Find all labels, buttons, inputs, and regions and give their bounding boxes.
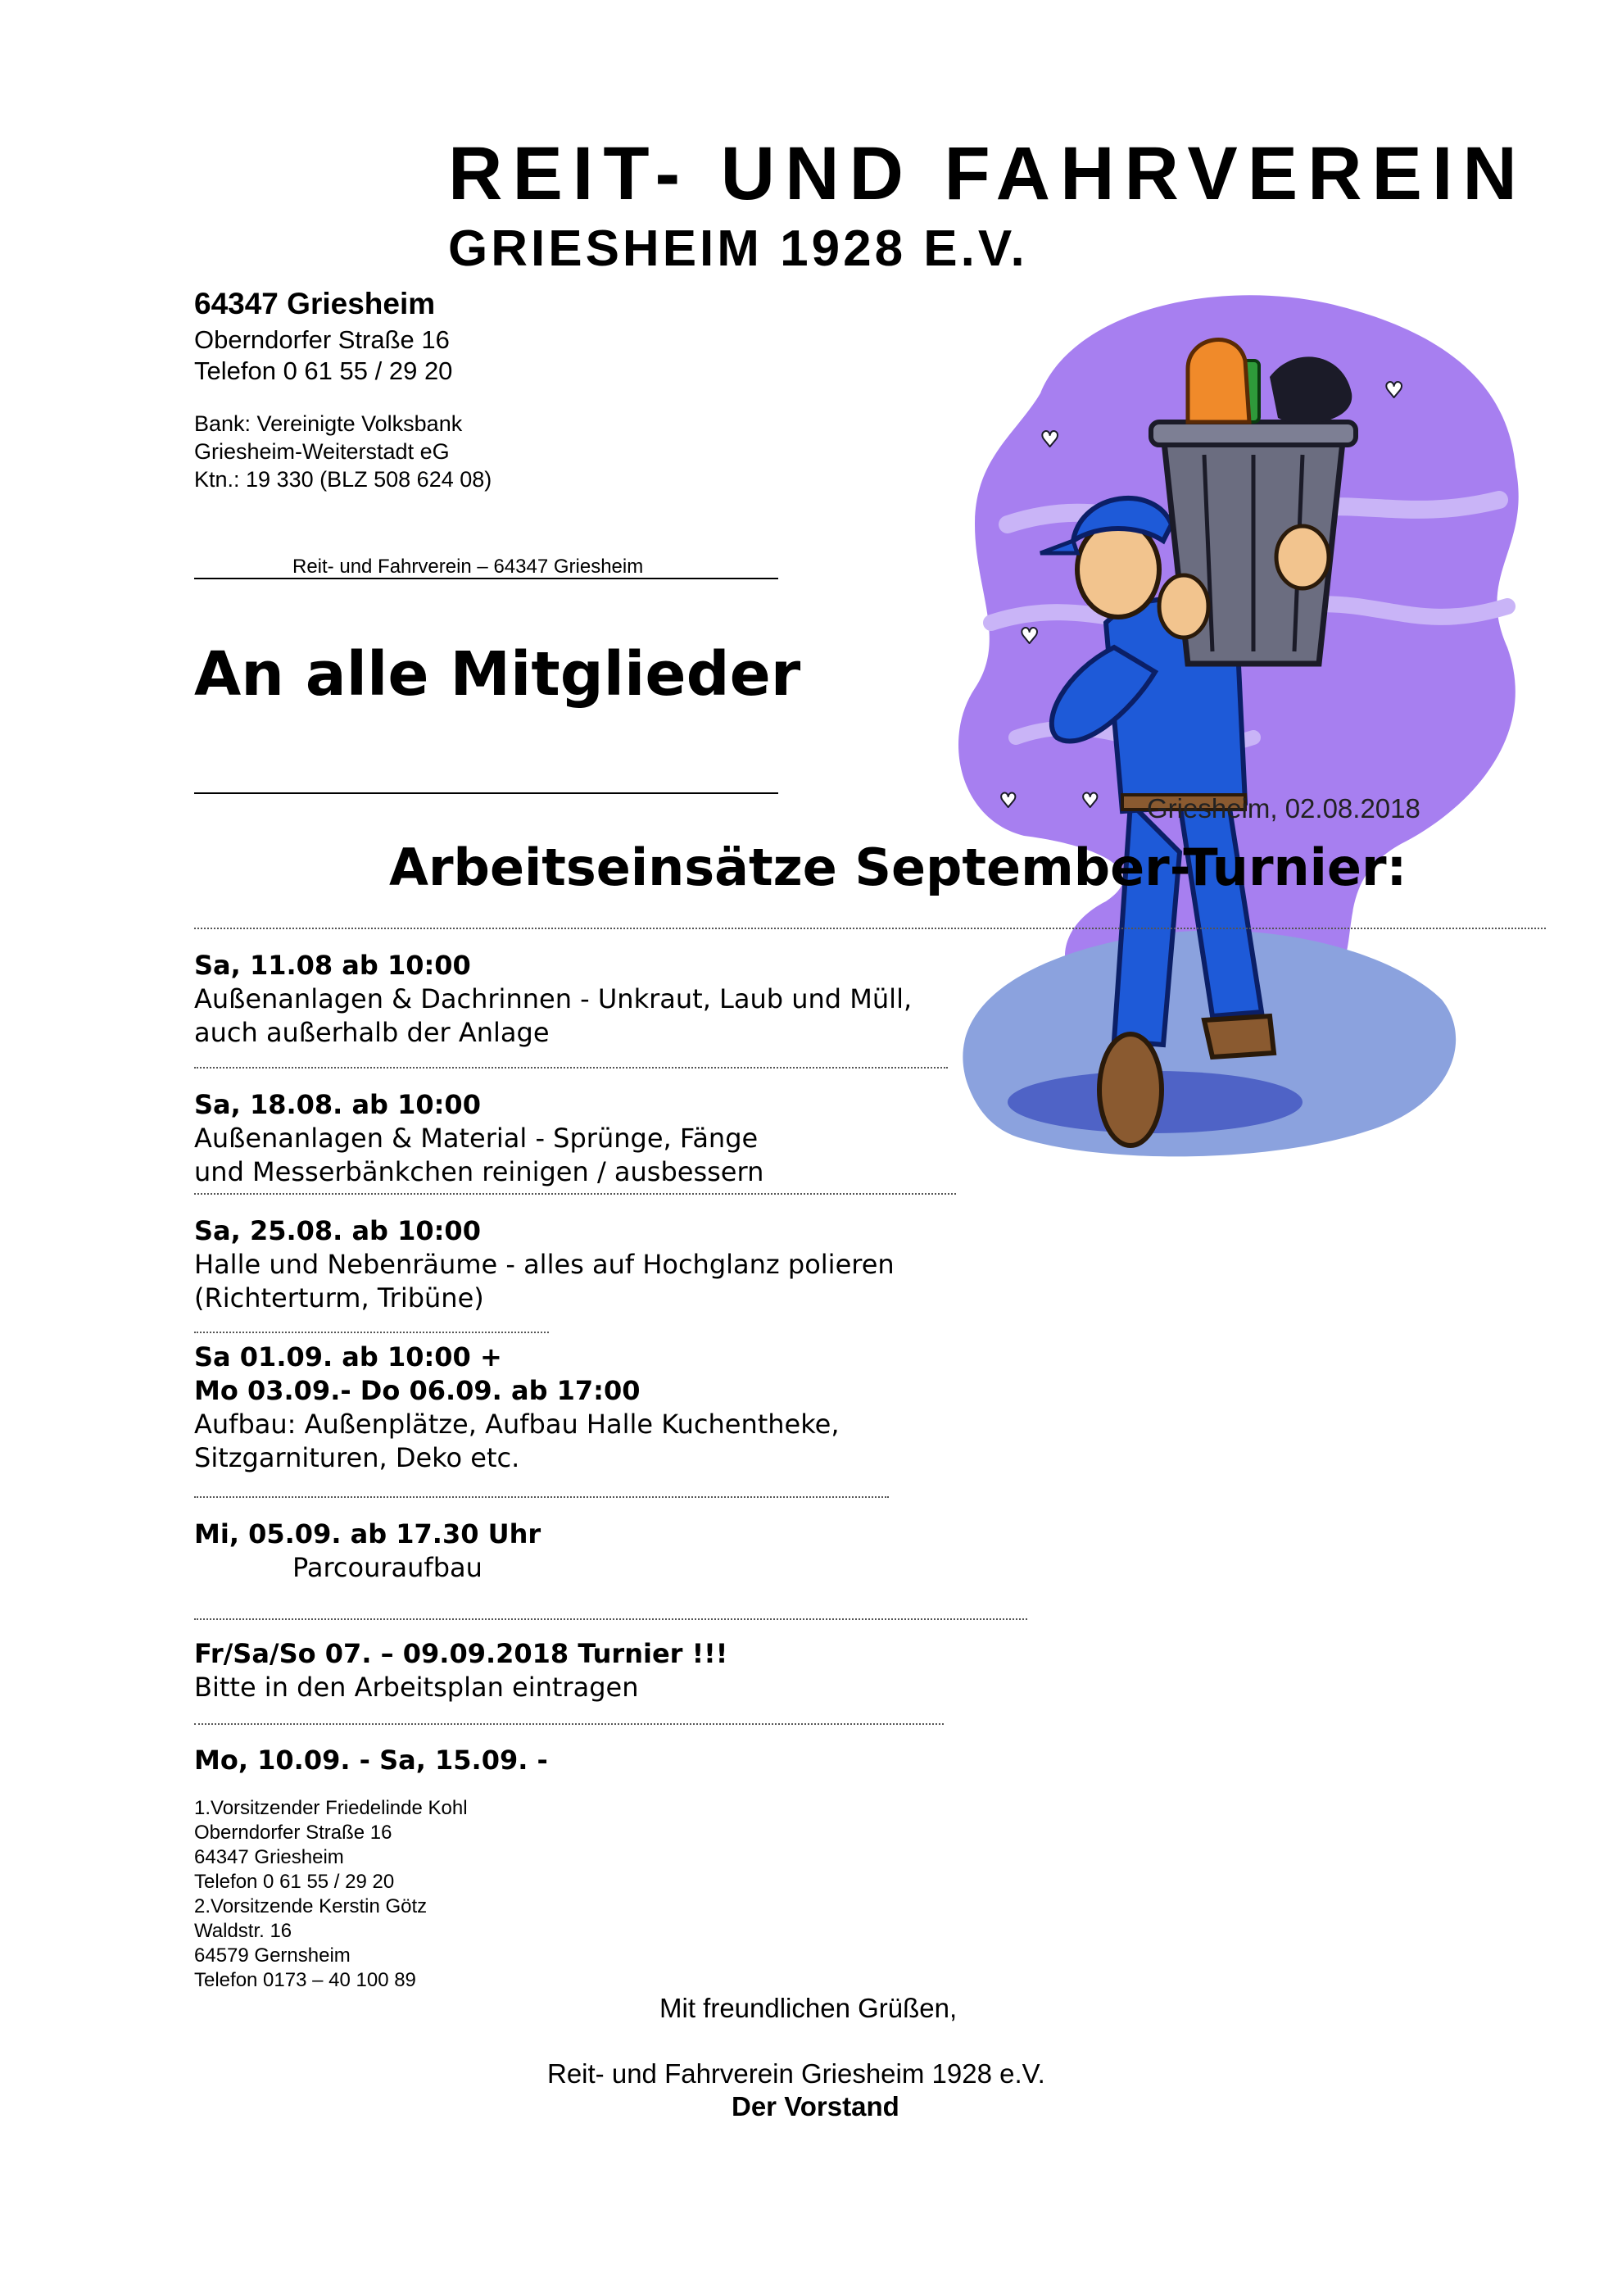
event-description: Parcouraufbau <box>292 1552 483 1583</box>
subject-heading: Arbeitseinsätze September-Turnier: <box>389 837 1407 897</box>
contact-line: 1.Vorsitzender Friedelinde Kohl <box>194 1797 468 1819</box>
closing-organization: Reit- und Fahrverein Griesheim 1928 e.V. <box>547 2058 1045 2089</box>
garbage-worker-illustration <box>942 279 1565 1180</box>
event-description: Bitte in den Arbeitsplan eintragen <box>194 1672 639 1703</box>
club-title-line2: GRIESHEIM 1928 E.V. <box>448 220 1028 277</box>
event-divider <box>194 1067 948 1069</box>
letter-date: Griesheim, 02.08.2018 <box>1147 793 1420 824</box>
address-city: 64347 Griesheim <box>194 287 436 320</box>
event-date: Sa, 11.08 ab 10:00 <box>194 950 471 981</box>
worker-head <box>1077 522 1159 617</box>
event-divider <box>194 1723 944 1725</box>
contact-line: 2.Vorsitzende Kerstin Götz <box>194 1895 428 1917</box>
svg-text:♥: ♥ <box>1384 379 1404 403</box>
event-date: Mi, 05.09. ab 17.30 Uhr <box>194 1518 541 1550</box>
cat <box>1188 340 1249 422</box>
event-item <box>194 1518 541 1585</box>
svg-text:♥: ♥ <box>1020 624 1040 649</box>
trash-can-rim <box>1151 422 1356 445</box>
bank-line3: Ktn.: 19 330 (BLZ 508 624 08) <box>194 467 492 492</box>
address-street: Oberndorfer Straße 16 <box>194 325 450 354</box>
bank-line2: Griesheim-Weiterstadt eG <box>194 439 450 464</box>
club-title-line1: REIT- UND FAHRVEREIN <box>448 132 1527 216</box>
event-divider <box>194 1332 549 1333</box>
event-item <box>194 1744 548 1777</box>
recipient-heading: An alle Mitglieder <box>194 639 801 710</box>
event-divider <box>194 1496 889 1498</box>
contact-line: 64347 Griesheim <box>194 1846 344 1868</box>
svg-text:♥: ♥ <box>999 789 1017 812</box>
event-date: Sa 01.09. ab 10:00 + <box>194 1341 502 1373</box>
event-description: Halle und Nebenräume - alles auf Hochglanz polieren <box>194 1249 895 1280</box>
event-description: und Messerbänkchen reinigen / ausbessern <box>194 1156 764 1187</box>
event-item <box>194 949 912 1050</box>
event-item <box>194 1088 763 1189</box>
event-description: auch außerhalb der Anlage <box>194 1017 550 1048</box>
contact-line: Waldstr. 16 <box>194 1920 292 1942</box>
event-item <box>194 1637 727 1704</box>
event-description: Aufbau: Außenplätze, Aufbau Halle Kuchentheke, <box>194 1409 840 1440</box>
contact-line: 64579 Gernsheim <box>194 1944 351 1967</box>
worker-hand <box>1276 526 1329 588</box>
bank-line1: Bank: Vereinigte Volksbank <box>194 411 463 436</box>
svg-text:♥: ♥ <box>1040 428 1060 452</box>
subject-divider <box>194 928 1546 929</box>
event-date-secondary: Mo 03.09.- Do 06.09. ab 17:00 <box>194 1375 641 1406</box>
svg-text:♥: ♥ <box>1081 789 1099 812</box>
recipient-divider <box>194 792 778 794</box>
contact-block <box>194 1796 468 1993</box>
sender-divider <box>194 578 778 579</box>
contact-line: Oberndorfer Straße 16 <box>194 1822 392 1844</box>
worker-shoe <box>1204 1016 1274 1057</box>
event-date: Sa, 18.08. ab 10:00 <box>194 1089 481 1120</box>
event-description: (Richterturm, Tribüne) <box>194 1282 484 1314</box>
contact-line: Telefon 0 61 55 / 29 20 <box>194 1871 395 1893</box>
event-divider <box>194 1618 1027 1620</box>
closing-greeting: Mit freundlichen Grüßen, <box>659 1993 958 2023</box>
closing-signature: Der Vorstand <box>732 2091 899 2121</box>
sender-line: Reit- und Fahrverein – 64347 Griesheim <box>292 556 644 578</box>
event-description: Außenanlagen & Dachrinnen - Unkraut, Laub und Müll, <box>194 983 913 1014</box>
worker-hand <box>1159 575 1208 638</box>
event-item <box>194 1341 839 1475</box>
event-item <box>194 1214 895 1315</box>
event-divider <box>194 1193 956 1195</box>
event-description: Sitzgarnituren, Deko etc. <box>194 1442 520 1473</box>
address-phone: Telefon 0 61 55 / 29 20 <box>194 356 453 385</box>
contact-line: Telefon 0173 – 40 100 89 <box>194 1969 416 1991</box>
event-description: Außenanlagen & Material - Sprünge, Fänge <box>194 1123 759 1154</box>
event-date: Fr/Sa/So 07. – 09.09.2018 Turnier !!! <box>194 1638 728 1669</box>
worker-shoe <box>1099 1034 1162 1146</box>
event-date: Sa, 25.08. ab 10:00 <box>194 1215 481 1246</box>
event-date: Mo, 10.09. - Sa, 15.09. - <box>194 1745 548 1776</box>
